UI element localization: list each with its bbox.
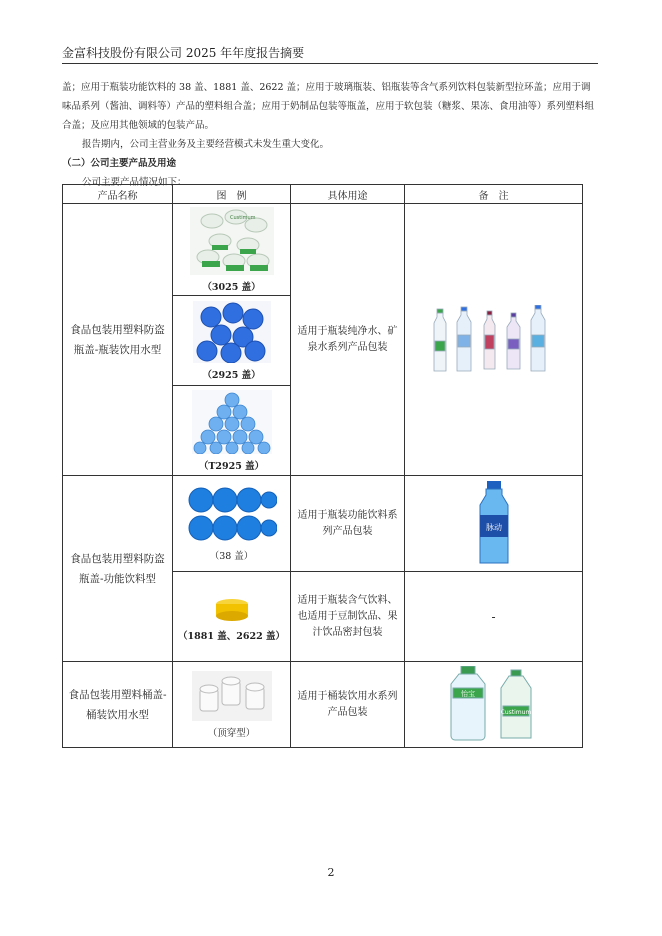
caption-2925: （2925 盖） <box>202 369 261 381</box>
table-row <box>63 476 583 572</box>
product-table <box>62 184 583 748</box>
use-water-cap: 适用于瓶装纯净水、矿泉水系列产品包装 <box>291 204 405 476</box>
image-cell-top-pierce <box>173 662 291 748</box>
green-caps-image <box>190 207 274 275</box>
yellow-cap-image <box>212 592 252 624</box>
image-cell-3025 <box>173 204 291 296</box>
report-header: 金富科技股份有限公司 2025 年年度报告摘要 <box>62 46 305 60</box>
caption-top-pierce: （顶穿型） <box>207 727 256 739</box>
remark-sports-drink <box>405 476 583 572</box>
sports-bottle-brand-text: 脉动 <box>485 522 502 532</box>
image-cell-1881 <box>173 572 291 662</box>
col-header-name: 产品名称 <box>63 185 173 204</box>
table-row <box>63 662 583 748</box>
product-name-barrel-cap: 食品包装用塑料桶盖-桶装饮用水型 <box>63 662 173 748</box>
bottle-brand-text: Custimum <box>500 708 531 716</box>
barrel-and-bottle-image <box>439 666 549 744</box>
remark-water-bottles <box>405 204 583 476</box>
remark-barrel-bottles <box>405 662 583 748</box>
image-cell-2925 <box>173 296 291 386</box>
image-cell-t2925 <box>173 386 291 476</box>
barrel-caps-image <box>192 671 272 721</box>
section-title: （二）公司主要产品及用途 <box>62 158 177 169</box>
image-cell-38 <box>173 476 291 572</box>
intro-text <box>62 78 598 192</box>
sports-drink-bottle-image <box>474 481 514 567</box>
table-row <box>63 204 583 296</box>
barrel-brand-text: 怡宝 <box>460 689 475 698</box>
use-barrel-water: 适用于桶装饮用水系列产品包装 <box>291 662 405 748</box>
table-header-row <box>63 185 583 204</box>
use-carbonated-drink: 适用于瓶装含气饮料、也适用于豆制饮品、果汁饮品密封包装 <box>291 572 405 662</box>
intro-paragraph-1: 盖；应用于瓶装功能饮料的 38 盖、1881 盖、2622 盖；应用于玻璃瓶装、铝瓶装等含气系列饮料包装新型拉环盖；应用于调味品系列（酱油、调料等）产品的塑料组合盖；应用于奶制品包装等瓶盖，应用于软包装（糖浆、果冻、食用油等）系列塑料组合盖；及应用其他领域的包装产品。 <box>62 82 595 131</box>
page-number: 2 <box>327 866 335 879</box>
light-blue-caps-image <box>192 390 272 454</box>
use-functional-drink: 适用于瓶装功能饮料系列产品包装 <box>291 476 405 572</box>
blue-38-caps-image <box>187 486 277 544</box>
header-rule <box>62 63 598 64</box>
col-header-image: 图 例 <box>173 185 291 204</box>
cap-brand-text: Custimum <box>229 214 256 221</box>
col-header-use: 具体用途 <box>291 185 405 204</box>
water-bottles-image <box>429 305 559 375</box>
remark-empty: - <box>405 572 583 662</box>
intro-paragraph-3: 公司主要产品情况如下： <box>82 177 187 188</box>
intro-paragraph-2: 报告期内，公司主营业务及主要经营模式未发生重大变化。 <box>82 139 330 150</box>
product-name-water-cap: 食品包装用塑料防盗瓶盖-瓶装饮用水型 <box>63 204 173 476</box>
blue-caps-image <box>193 301 271 363</box>
caption-1881-2622: （1881 盖、2622 盖） <box>178 630 285 642</box>
col-header-remark: 备 注 <box>405 185 583 204</box>
caption-38: （38 盖） <box>209 550 254 562</box>
caption-t2925: （T2925 盖） <box>198 460 265 472</box>
product-name-drink-cap: 食品包装用塑料防盗瓶盖-功能饮料型 <box>63 476 173 662</box>
caption-3025: （3025 盖） <box>202 281 261 293</box>
